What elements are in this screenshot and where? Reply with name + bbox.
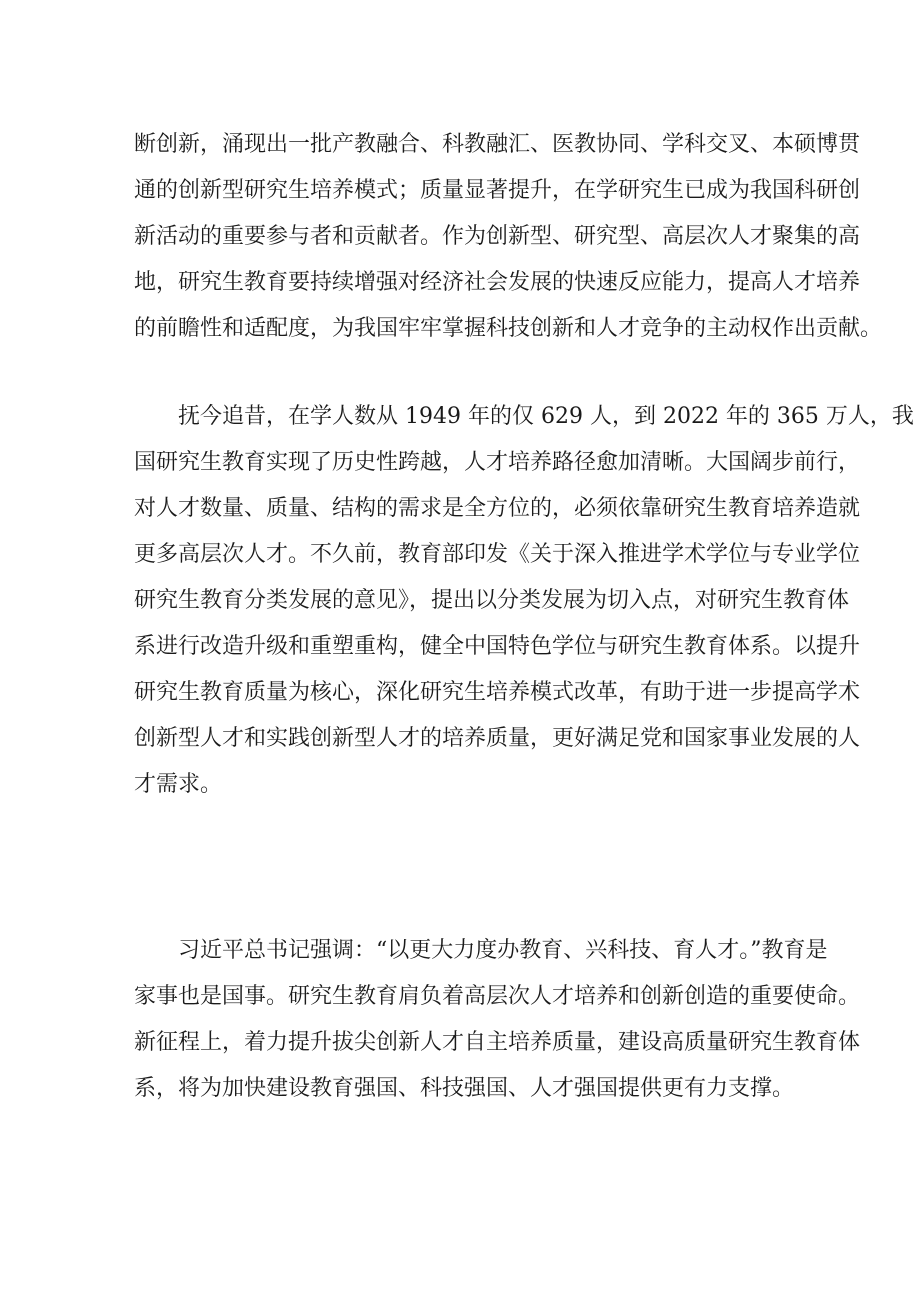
paragraph-line: 新活动的重要参与者和贡献者。作为创新型、研究型、高层次人才聚集的高	[134, 224, 861, 249]
paragraph-line: 系进行改造升级和重塑重构，健全中国特色学位与研究生教育体系。以提升	[134, 634, 861, 659]
paragraph-line: 家事也是国事。研究生教育肩负着高层次人才培养和创新创造的重要使命。	[134, 984, 861, 1009]
paragraph-line: 研究生教育质量为核心，深化研究生培养模式改革，有助于进一步提高学术	[134, 680, 861, 705]
paragraph-line: 创新型人才和实践创新型人才的培养质量，更好满足党和国家事业发展的人	[134, 726, 861, 751]
paragraph-line: 更多高层次人才。不久前，教育部印发《关于深入推进学术学位与专业学位	[134, 542, 861, 567]
paragraph-2	[134, 394, 914, 808]
paragraph-line: 习近平总书记强调：“以更大力度办教育、兴科技、育人才。”教育是	[178, 938, 828, 963]
paragraph-line: 对人才数量、质量、结构的需求是全方位的，必须依靠研究生教育培养造就	[134, 496, 861, 521]
paragraph-line: 系，将为加快建设教育强国、科技强国、人才强国提供更有力支撑。	[134, 1076, 795, 1101]
paragraph-1	[134, 122, 883, 352]
paragraph-line: 的前瞻性和适配度，为我国牢牢掌握科技创新和人才竞争的主动权作出贡献。	[134, 316, 883, 341]
paragraph-line: 通的创新型研究生培养模式；质量显著提升，在学研究生已成为我国科研创	[134, 178, 861, 203]
paragraph-line: 研究生教育分类发展的意见》，提出以分类发展为切入点，对研究生教育体	[134, 588, 850, 613]
paragraph-line: 抚今追昔，在学人数从 1949 年的仅 629 人，到 2022 年的 365 万人，我	[178, 404, 914, 429]
paragraph-3	[134, 928, 861, 1112]
paragraph-line: 才需求。	[134, 772, 223, 797]
paragraph-line: 新征程上，着力提升拔尖创新人才自主培养质量，建设高质量研究生教育体	[134, 1030, 861, 1055]
paragraph-line: 国研究生教育实现了历史性跨越，人才培养路径愈加清晰。大国阔步前行，	[134, 450, 861, 475]
paragraph-line: 地，研究生教育要持续增强对经济社会发展的快速反应能力，提高人才培养	[134, 270, 861, 295]
paragraph-line: 断创新，涌现出一批产教融合、科教融汇、医教协同、学科交叉、本硕博贯	[134, 132, 861, 157]
